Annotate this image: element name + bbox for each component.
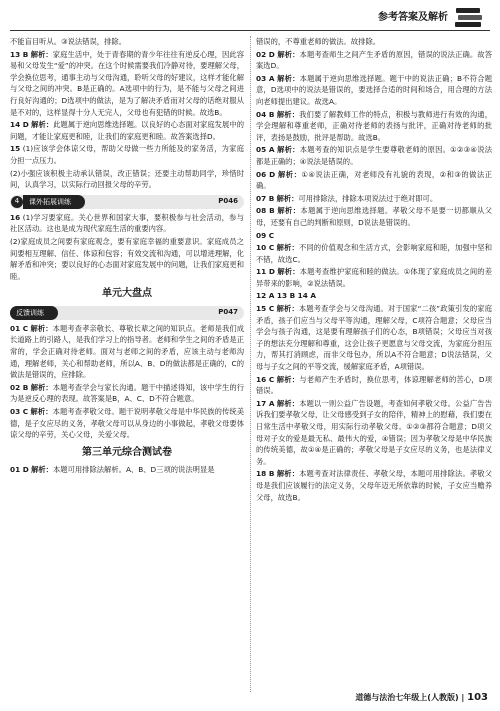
answer-r02-num: 02 D xyxy=(256,49,275,59)
answer-r05-text: 本题考查的知识点是学生要尊敬老师的原因。①②③④说法都是正确的；④说法是错误的。 xyxy=(256,145,493,166)
answer-r09-num: 09 C xyxy=(256,230,275,240)
answer-r16-num: 16 C xyxy=(256,374,275,384)
answer-16 xyxy=(10,212,244,235)
answer-r07-text: 可用排除法，排除本项说法过于绝对即可。 xyxy=(298,193,438,203)
answer-r11-text: 本题考查维护家庭和睦的做法。①体现了家庭成员之间的差异带来的影响，②说法错误。 xyxy=(256,267,492,288)
answer-r06-lead: 解析： xyxy=(278,169,302,179)
answer-r15 xyxy=(256,303,492,373)
answer-r06 xyxy=(256,169,492,192)
answer-r06-num: 06 D xyxy=(256,169,276,179)
answer-r11-num: 11 D xyxy=(256,267,275,277)
section-bar-feedback xyxy=(10,306,244,320)
answer-03-lead: 解析： xyxy=(30,407,53,417)
page-header xyxy=(0,0,500,34)
answer-r07-lead: 解析： xyxy=(276,193,299,203)
answer-r12 xyxy=(256,290,492,302)
answer-01b-num: 01 D xyxy=(10,465,29,475)
answer-13 xyxy=(10,49,244,119)
answer-15-text1: (1)应该学会体谅父母，帮助父母做一些力所能及的家务活，为家庭分担一点压力。 xyxy=(10,144,244,165)
answer-14 xyxy=(10,119,244,142)
answer-r15-lead: 解析： xyxy=(276,304,299,314)
header-title: 参考答案及解析 xyxy=(378,12,448,23)
answer-r10-lead: 解析： xyxy=(276,243,299,253)
section-bar-extension xyxy=(10,195,244,209)
section-label: 课外拓展训练 xyxy=(23,195,85,209)
page-number: 103 xyxy=(467,692,488,703)
answer-14-num: 14 D xyxy=(10,120,29,130)
answer-r18 xyxy=(256,468,492,503)
section-title-unit-review: 单元大盘点 xyxy=(102,288,152,300)
answer-r03-lead: 解析： xyxy=(277,73,300,83)
answer-13-text: 家庭生活中，处于青春期的青少年往往有逆反心理，因此容易和父母发生“爱”的冲突。在这个时候需要我们冷静对待，要理解父母，学会换位思考，通事主动与父母沟通，聆听父母的好建议，这样才能化解与父母之间的冲突。B是正确的。A选项中的行为，是不能与父母之间进行良好沟通的；D选项中的做法，是为了解决矛盾而对父母的话绝对服从是不对的，这样显得十分人无完人，父母也有犯错的时候。故选B。 xyxy=(10,49,245,117)
answer-01b xyxy=(10,464,244,476)
left-p0: 不能盲目听从。③说法错误，排除。 xyxy=(10,37,126,46)
left-column xyxy=(10,36,244,477)
answer-16-text1: (1)学习要家庭。关心世界和国家大事，要积极参与社会活动，参与社区活动。这也是成为现代家庭生活的重要内容。 xyxy=(10,212,244,234)
right-p0: 错误的，不尊重老师的做法。故排除。 xyxy=(256,37,381,46)
answer-02-lead: 解析： xyxy=(30,382,53,392)
section-label: 反馈训练 xyxy=(10,306,58,320)
answer-14-text: 此题属于逆向思维选择题。以良好的心态面对家庭发展中的问题，才能让家庭更和睦，让我们的家庭更和睦。故答案选择D。 xyxy=(10,120,245,141)
answer-r09 xyxy=(256,230,492,242)
answer-r18-text: 本题考查对法律责任、孝敬父母，本题可用排除法。孝敬父母是我们应该履行的法定义务，父母年迈无所依靠的时候，子女应当赡养父母，故选B。 xyxy=(256,469,493,502)
answer-16-num: 16 xyxy=(10,212,21,222)
answer-03 xyxy=(10,406,244,441)
answer-r17-lead: 解析： xyxy=(276,398,300,408)
answer-r07 xyxy=(256,193,492,205)
answer-r17-num: 17 A xyxy=(256,398,275,408)
answer-r15-num: 15 C xyxy=(256,304,275,314)
answer-r07-num: 07 B xyxy=(256,193,275,203)
answer-r05-num: 05 A xyxy=(256,145,275,155)
section-title-unit-test: 第三单元综合测试卷 xyxy=(82,446,172,458)
answer-r03-text: 本题属于逆向思维选择题。题干中的说法正确；B不符合题意，D选项中的说法是错误的，要选择合适的时间和场合，用合理的方法向老师提出建议。故选A。 xyxy=(256,73,493,106)
answer-r08-lead: 解析： xyxy=(277,206,301,216)
answer-r08 xyxy=(256,205,492,228)
section-page-code: P047 xyxy=(218,308,238,317)
answer-01 xyxy=(10,323,244,381)
answer-r05-lead: 解析： xyxy=(277,145,300,155)
answer-r10-num: 10 C xyxy=(256,243,275,253)
page-footer: 道德与法治七年级上(人教版) | 103 xyxy=(355,692,488,703)
answer-r16-lead: 解析： xyxy=(276,374,300,384)
answer-r16-text: 与老师产生矛盾时，换位思考，体谅理解老师的苦心，D项错误。 xyxy=(256,374,492,396)
answer-r03 xyxy=(256,73,492,108)
answer-r06-text: ①④说法正确，对老师没有礼貌的表现，②和③的做法正确。 xyxy=(256,169,493,191)
answer-r08-text: 本题属于逆向思维选择题。孝敬父母不是要一切都顺从父母，还要有自己的判断和原则，D说法是错误的。 xyxy=(256,206,492,227)
answer-r17-text: 本题以一则公益广告设题，考查如何孝敬父母。公益广告告诉我们要孝敬父母，让父母感受到子女的陪伴，精神上的慰藉，我们要在日常生活中孝敬父母，用实际行动孝敬父母。①②③都符合题意；D项父母对子女的爱是最无私、最伟大的爱，④错误；因为孝敬父母是中华民族的传统美德，故①④是正确的；孝敬父母是子女应尽的义务，也是法律义务。 xyxy=(256,398,493,466)
section-page-code: P046 xyxy=(218,196,238,205)
answer-r18-lead: 解析： xyxy=(276,469,300,479)
answer-01b-lead: 解析： xyxy=(31,465,53,475)
answer-02-text: 本题考查学会与家长沟通。题干中描述得知，该中学生的行为是逆反心理的表现。故答案是B，A、C、D不符合题意。 xyxy=(10,382,245,404)
answer-15 xyxy=(10,143,244,166)
answer-r08-num: 08 B xyxy=(256,206,275,216)
answer-02-num: 02 B xyxy=(10,382,29,392)
answer-r10-text: 不同的价值观念和生活方式，会影响家庭和睦，加强中坚和不错，故选C。 xyxy=(256,243,492,264)
answer-r04-text: 我们要了解教师工作的特点，积极与教师进行有效的沟通，学会理解和尊重老师，正确对待老师的表扬与批评，正确对待老师的批评，表扬是鼓励，批评是帮助。故选B。 xyxy=(256,109,493,142)
right-column xyxy=(256,36,492,504)
answer-r05 xyxy=(256,144,492,167)
answer-r18-num: 18 B xyxy=(256,469,275,479)
answer-01-lead: 解析： xyxy=(30,323,53,333)
answer-r17 xyxy=(256,398,492,468)
answer-03-text: 本题考查孝敬父母。题干说明孝敬父母是中华民族的传统美德，是子女应尽的义务，孝敬父母可以从身边的小事做起，孝敬父母要体谅父母的辛劳，关心父母，关爱父母。 xyxy=(10,407,244,440)
answer-01b-text: 本题可用排除法解析。A、B、D三项的说法明显是 xyxy=(52,465,215,475)
header-rule xyxy=(10,30,490,31)
answer-16-part2: (2)家庭成员之间要有家庭观念，要有家庭幸福的重要意识。家庭成员之间要相互理解、信任、体谅和包容；有效交流和沟通，可以增进理解，化解矛盾和冲突；要以良好的心态面对家庭发展中的问题，让我们家庭更和睦。 xyxy=(10,236,244,281)
answer-r02-lead: 解析： xyxy=(277,49,300,59)
answer-r02 xyxy=(256,49,492,72)
answer-r12-num: 12 A 13 B 14 A xyxy=(256,291,317,301)
answer-01-num: 01 C xyxy=(10,323,29,333)
answer-02 xyxy=(10,382,244,405)
answer-13-lead: 解析： xyxy=(30,49,53,59)
answer-r10 xyxy=(256,242,492,265)
answer-r11 xyxy=(256,266,492,289)
answer-14-lead: 解析： xyxy=(31,120,54,130)
answer-r03-num: 03 A xyxy=(256,73,275,83)
footer-book-title: 道德与法治七年级上(人教版) xyxy=(355,693,459,702)
answer-r04-num: 04 B xyxy=(256,109,275,119)
answer-15-num: 15 xyxy=(10,144,21,154)
section-badge: 4 xyxy=(11,196,23,208)
answer-r02-text: 本题考查师生之间产生矛盾的原因，错误的说法正确。故答案选D。 xyxy=(256,49,493,71)
answer-03-num: 03 C xyxy=(10,407,29,417)
answer-r04-lead: 解析： xyxy=(276,109,300,119)
answer-r16 xyxy=(256,374,492,397)
answer-r04 xyxy=(256,109,492,144)
answer-15-part2: (2)小强应该积极主动承认错误，改正错误；还要主动帮助同学，珍惜时间，认真学习，以实际行动回报父母的辛劳。 xyxy=(10,168,244,190)
books-icon xyxy=(454,4,484,30)
answer-r11-lead: 解析： xyxy=(277,267,300,277)
answer-01-text: 本题考查孝亲敬长、尊敬长辈之间的知识点。老师是我们成长道路上的引路人，是我们学习上的指导者。老师和学生之间的矛盾是正常的，学会正确对待老师。面对与老师之间的矛盾，应该主动与老师沟通，理解老师，关心和帮助老师，所以A、B、D的做法都是正确的，C的做法是错误的，应排除。 xyxy=(10,323,244,380)
answer-r15-text: 本题考查学会与父母沟通。对于国家“二孩”政策引发的家庭矛盾，孩子们应当与父母平等沟通，理解父母，C项符合题意；父母应当学会与孩子沟通，这是要有理解孩子们的心态，B项错误；父母应当对孩子的想法充分理解和尊重，这会让孩子更愿意与父母交流，为家庭分担压力，帮其打消顾虑，而非父母包办，所以A不符合题意；D说法错误，父母与子女之间的平等交流，缓解家庭矛盾，A项错误。 xyxy=(256,304,493,372)
column-divider xyxy=(250,36,251,692)
answer-13-num: 13 B xyxy=(10,49,29,59)
